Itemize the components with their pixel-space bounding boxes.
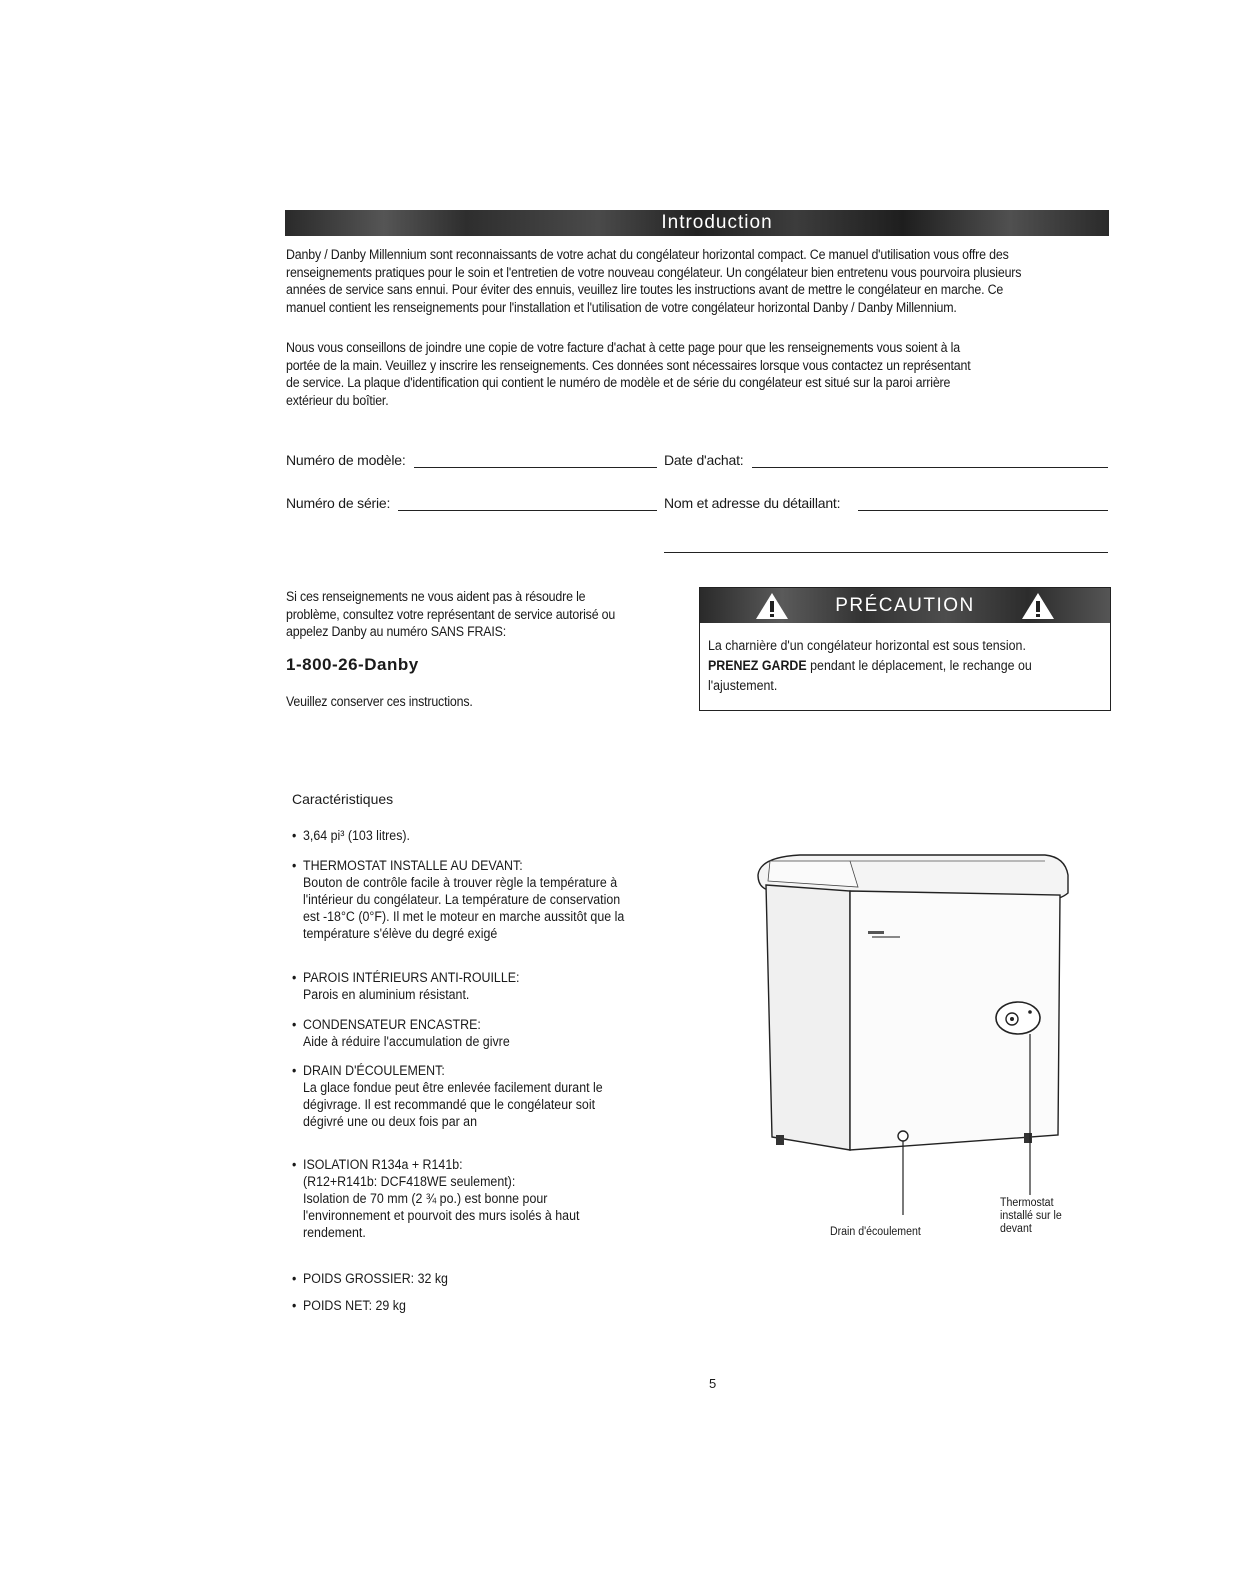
text-line: installé sur le xyxy=(1000,1210,1062,1222)
bullet: • xyxy=(291,828,297,843)
caution-emphasis: PRENEZ GARDE xyxy=(708,658,807,673)
model-number-label: Numéro de modèle: xyxy=(286,452,406,468)
text-line: ISOLATION R134a + R141b: xyxy=(303,1157,463,1172)
text-line: manuel contient les renseignements pour l'installation et l'utilisation de votre congélateur horizontal Danby / Danby Millennium. xyxy=(286,299,957,315)
text-line: Si ces renseignements ne vous aident pas à résoudre le xyxy=(286,589,586,604)
feature-item xyxy=(291,969,520,1003)
purchase-date-label: Date d'achat: xyxy=(664,452,744,468)
text-line: l'environnement et pourvoit des murs isolés à haut xyxy=(303,1208,580,1223)
caution-text xyxy=(708,636,1072,696)
section-title: Introduction xyxy=(661,212,773,233)
page-number: 5 xyxy=(709,1376,717,1391)
text-line: l'intérieur du congélateur. La température de conservation xyxy=(303,892,621,907)
feature-item xyxy=(291,1297,406,1314)
text-line: Nous vous conseillons de joindre une copie de votre facture d'achat à cette page pour que les renseignements vous soient à la xyxy=(286,340,960,355)
text-line: (R12+R141b: DCF418WE seulement): xyxy=(303,1174,516,1189)
purchase-date-field[interactable] xyxy=(752,467,1108,468)
dealer-field-line-2[interactable] xyxy=(664,552,1108,553)
text-line: de service. La plaque d'identification qui contient le numéro de modèle et de série du congélateur est situé sur la paroi arrière xyxy=(286,375,951,390)
feature-item xyxy=(291,827,411,844)
text-line: dégivrage. Il est recommandé que le congélateur soit xyxy=(303,1097,596,1112)
text-line: portée de la main. Veuillez y inscrire les renseignements. Ces données sont nécessaires lorsque vous contactez un représentant xyxy=(286,357,971,373)
text-line: l'ajustement. xyxy=(708,678,778,693)
text-line: La charnière d'un congélateur horizontal est sous tension. xyxy=(708,638,1026,653)
text-line: extérieur du boîtier. xyxy=(286,392,389,408)
bullet: • xyxy=(291,1298,297,1313)
feature-item xyxy=(291,1156,580,1241)
text-line: PAROIS INTÉRIEURS ANTI-ROUILLE: xyxy=(303,970,520,985)
text-line: POIDS NET: 29 kg xyxy=(303,1298,406,1313)
text-line xyxy=(708,656,1072,676)
bullet: • xyxy=(291,1063,297,1078)
text-line: Bouton de contrôle facile à trouver règle la température à xyxy=(303,875,618,890)
dealer-field[interactable] xyxy=(858,510,1108,511)
caution-title: PRÉCAUTION xyxy=(835,595,975,616)
text-line: Danby / Danby Millennium sont reconnaissants de votre achat du congélateur horizontal compact. Ce manuel d'utilisation vous offre des xyxy=(286,247,1009,262)
text-line: CONDENSATEUR ENCASTRE: xyxy=(303,1017,481,1032)
text-line: Isolation de 70 mm (2 ¾ po.) est bonne pour xyxy=(303,1191,548,1206)
section-banner xyxy=(285,210,1109,236)
text-line: température s'élève du degré exigé xyxy=(303,926,498,941)
chest-freezer-illustration xyxy=(740,845,1080,1225)
feature-item xyxy=(291,1270,448,1287)
bullet: • xyxy=(291,1017,297,1032)
bullet: • xyxy=(291,1271,297,1286)
text-line: Parois en aluminium résistant. xyxy=(303,987,470,1002)
serial-number-field[interactable] xyxy=(398,510,657,511)
text-line: appelez Danby au numéro SANS FRAIS: xyxy=(286,624,506,639)
feature-item xyxy=(291,1016,510,1050)
bullet: • xyxy=(291,1157,297,1172)
model-number-field[interactable] xyxy=(414,467,657,468)
text-line: rendement. xyxy=(303,1225,366,1240)
dealer-label: Nom et adresse du détaillant: xyxy=(664,495,841,511)
text-line: DRAIN D'ÉCOULEMENT: xyxy=(303,1063,445,1078)
caution-banner xyxy=(700,588,1110,623)
text-line: devant xyxy=(1000,1223,1032,1235)
intro-paragraph-1 xyxy=(286,246,1114,316)
warning-icon xyxy=(1020,591,1056,621)
intro-paragraph-2 xyxy=(286,339,1114,409)
text-line: problème, consultez votre représentant de service autorisé ou xyxy=(286,606,616,622)
text-line: années de service sans ennui. Pour éviter des ennuis, veuillez lire toutes les instructions avant de mettre le congélateur en marche. Ce xyxy=(286,282,1004,297)
caution-box xyxy=(699,587,1111,711)
text-line: 3,64 pi³ (103 litres). xyxy=(303,828,411,843)
bullet: • xyxy=(291,970,297,985)
serial-number-label: Numéro de série: xyxy=(286,495,391,511)
drain-label: Drain d'écoulement xyxy=(830,1226,921,1238)
text-line: dégivré une ou deux fois par an xyxy=(303,1114,478,1129)
bullet: • xyxy=(291,858,297,873)
features-heading: Caractéristiques xyxy=(292,791,394,807)
thermostat-label xyxy=(1000,1197,1062,1236)
toll-free-phone: 1-800-26-Danby xyxy=(286,655,419,674)
help-text xyxy=(286,588,672,641)
text-line: POIDS GROSSIER: 32 kg xyxy=(303,1271,448,1286)
text-line: Aide à réduire l'accumulation de givre xyxy=(303,1034,510,1049)
feature-item xyxy=(291,1062,603,1130)
text-line: Thermostat xyxy=(1000,1197,1054,1209)
feature-item xyxy=(291,857,625,942)
text-line: THERMOSTAT INSTALLE AU DEVANT: xyxy=(303,858,523,873)
text-line: La glace fondue peut être enlevée facilement durant le xyxy=(303,1080,603,1095)
text-line: est -18°C (0°F). Il met le moteur en marche aussitôt que la xyxy=(303,909,625,924)
keep-instructions: Veuillez conserver ces instructions. xyxy=(286,694,473,709)
text-line: renseignements pratiques pour le soin et l'entretien de votre nouveau congélateur. Un congélateur bien entretenu vous pourvoira plusieurs xyxy=(286,264,1022,280)
text-span: pendant le déplacement, le rechange ou xyxy=(806,658,1032,673)
